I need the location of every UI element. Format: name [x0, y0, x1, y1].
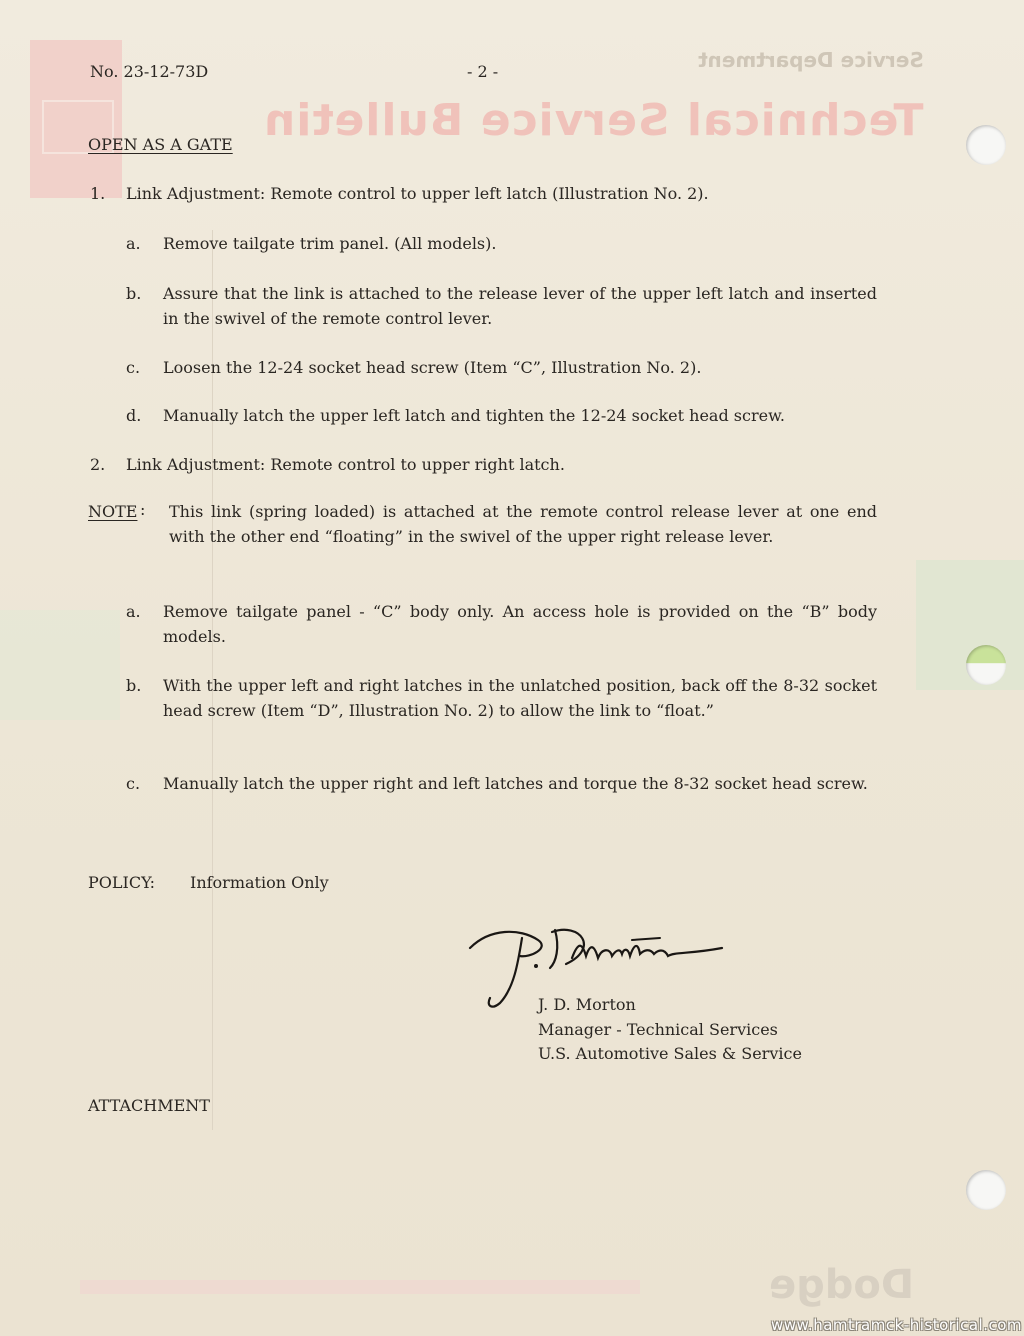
step-number: 2. [90, 455, 106, 474]
bleed-through-footer-band [80, 1280, 640, 1294]
item-letter: d. [126, 406, 142, 425]
step-title: Link Adjustment: Remote control to upper left latch (Illustration No. 2). [126, 184, 709, 203]
item-letter: c. [126, 774, 141, 793]
page-number: - 2 - [467, 62, 499, 81]
punch-hole-icon [966, 1170, 1006, 1210]
note-text: This link (spring loaded) is attached at the remote control release lever at one end with the other end “floating” in the swivel of the upper right release lever. [169, 502, 877, 546]
step-number: 1. [90, 184, 106, 203]
policy-value: Information Only [190, 873, 329, 892]
bleed-through-department: Service Department [698, 48, 924, 72]
item-text: Remove tailgate panel - “C” body only. An access hole is provided on the “B” body models. [163, 602, 877, 646]
item-text: Assure that the link is attached to the release lever of the upper left latch and inserted in the swivel of the remote control lever. [163, 284, 877, 328]
step-title: Link Adjustment: Remote control to upper right latch. [126, 455, 565, 474]
section-heading: OPEN AS A GATE [88, 135, 233, 154]
item-text: Remove tailgate trim panel. (All models). [163, 234, 497, 253]
punch-hole-icon [966, 125, 1006, 165]
item-text: With the upper left and right latches in the unlatched position, back off the 8-32 socket head screw (Item “D”, Illustration No. 2) to allow the link to “float.” [163, 676, 877, 720]
source-watermark: www.hamtramck-historical.com [771, 1316, 1022, 1334]
item-letter: c. [126, 358, 141, 377]
item-text: Manually latch the upper right and left latches and torque the 8-32 socket head screw. [163, 774, 868, 793]
signer-organization: U.S. Automotive Sales & Service [538, 1044, 802, 1063]
policy-label: POLICY: [88, 873, 156, 892]
punch-hole-icon [966, 645, 1006, 685]
item-text: Manually latch the upper left latch and tighten the 12-24 socket head screw. [163, 406, 785, 425]
note-colon: : [140, 500, 146, 519]
item-letter: a. [126, 602, 141, 621]
bleed-through-brand: Dodge [768, 1262, 914, 1308]
attachment-label: ATTACHMENT [88, 1096, 210, 1115]
item-text: Loosen the 12-24 socket head screw (Item “C”, Illustration No. 2). [163, 358, 702, 377]
bulletin-number: No. 23-12-73D [90, 62, 209, 81]
item-letter: a. [126, 234, 141, 253]
item-letter: b. [126, 284, 142, 303]
bleed-through-title: Technical Service Bulletin [263, 95, 924, 146]
bleed-through-green-tab-left [0, 610, 120, 720]
signer-name: J. D. Morton [538, 995, 636, 1014]
note-label: NOTE [88, 502, 138, 521]
signer-title: Manager - Technical Services [538, 1020, 778, 1039]
item-letter: b. [126, 676, 142, 695]
